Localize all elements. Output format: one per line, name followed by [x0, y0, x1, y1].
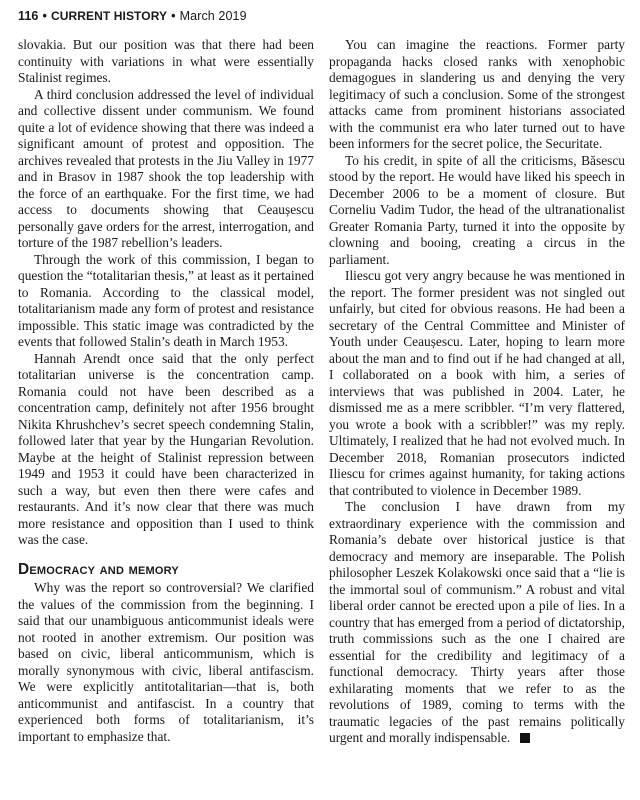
right-column	[329, 37, 625, 747]
paragraph: slovakia. But our position was that there had been continuity with variations in what were essentially Stalinist regimes.	[18, 37, 314, 85]
issue-date: March 2019	[179, 9, 247, 23]
header-bullet: •	[171, 9, 176, 23]
paragraph: Through the work of this commission, I began to question the “totalitarian thesis,” at least as it pertained to Romania. According to the classical model, totalitarianism made any form of protest and resistance impossible. This static image was contradicted by the events that followed Stalin’s death in March 1953.	[18, 251, 314, 349]
paragraph: You can imagine the reactions. Former party propaganda hacks closed ranks with xenophobic demagogues in slandering us and denying the very legitimacy of such a conclusion. Some of the strongest attacks came from prominent historians associated with the communist era who later turned out to have been informers for the secret police, the Securitate.	[329, 37, 625, 151]
section-heading: Democracy and memory	[18, 560, 179, 578]
paragraph: A third conclusion addressed the level of individual and collective dissent under communism. We found quite a lot of evidence showing that there was indeed a significant amount of protest and opposition. The archives revealed that protests in the Jiu Valley in 1977 and in Brasov in 1987 shook the top leadership with the force of an earthquake. For the first time, we had access to documents showing that Ceaușescu personally gave orders for the arrest, interrogation, and torture of the 1987 rebellion’s leaders.	[18, 86, 314, 250]
paragraph: Why was the report so controversial? We clarified the values of the commission from the beginning. I said that our unambiguous anticommunist ideals were not rooted in another extremism. Our position was based on civic, liberal anticommunism, which is morally synonymous with civic, liberal antifascism. We were explicitly antitotalitarian—that is, both anticommunist and antifascist. In a country that experienced both forms of totalitarianism, it’s important to emphasize that.	[18, 580, 314, 744]
journal-title: CURRENT HISTORY	[50, 9, 168, 23]
paragraph: To his credit, in spite of all the criticisms, Băsescu stood by the report. He would have liked his speech in December 2006 to be a moment of closure. But Corneliu Vadim Tudor, the head of the ultranationalist Greater Romania Party, turned it into the opposite by clowning and booing, creating a circus in the parliament.	[329, 152, 625, 267]
running-header	[18, 9, 247, 23]
header-bullet: •	[42, 9, 47, 23]
left-column	[18, 37, 314, 745]
page-number: 116	[18, 9, 39, 23]
final-paragraph-text: The conclusion I have drawn from my extraordinary experience with the commission and Romania’s debate over historical justice is that democracy and memory are inseparable. The Polish philosopher Leszek Kolakowski once said that a “lie is the immortal soul of communism.” A robust and vital liberal order cannot be erected upon a pile of lies. In a country that has emerged from a period of dictatorship, truth commissions such as the one I chaired are essential for the credibility and legitimacy of a functional democracy. Thirty years after those exhilarating moments that we refer to as the revolutions of 1989, coming to terms with the traumatic legacies of the past remains politically urgent and morally indispensable.	[329, 499, 625, 745]
paragraph: Iliescu got very angry because he was mentioned in the report. The former president was not singled out unfairly, but cited for obvious reasons. He had been a secretary of the Central Committee and Minister of Youth under Ceaușescu. Later, hoping to learn more about the man and to find out if he had changed at all, I collaborated on a book with him, a series of interviews that was published in 2004. Later, he dismissed me as a mere scribbler. “I’m very flattered, you wrote a book with a scribbler!” was my reply. Ultimately, I realized that he had not evolved much. In December 2018, Romanian prosecutors indicted Iliescu for crimes against humanity, for taking actions that contributed to violence in December 1989.	[329, 268, 625, 498]
end-of-article-square-icon	[520, 733, 530, 743]
paragraph-final	[329, 499, 625, 747]
paragraph: Hannah Arendt once said that the only perfect totalitarian universe is the concentration camp. Romania could not have been described as a concentration camp, definitely not after 1956 brought Nikita Khrushchev’s secret speech condemning Stalin, followed later that year by the Hungarian Revolution. Maybe at the height of Stalinist repression between 1949 and 1953 it could have been characterized in such a way, but even then there were cafes and restaurants. And it’s now clear that there was much more resistance and opposition than I used to think was the case.	[18, 350, 314, 547]
